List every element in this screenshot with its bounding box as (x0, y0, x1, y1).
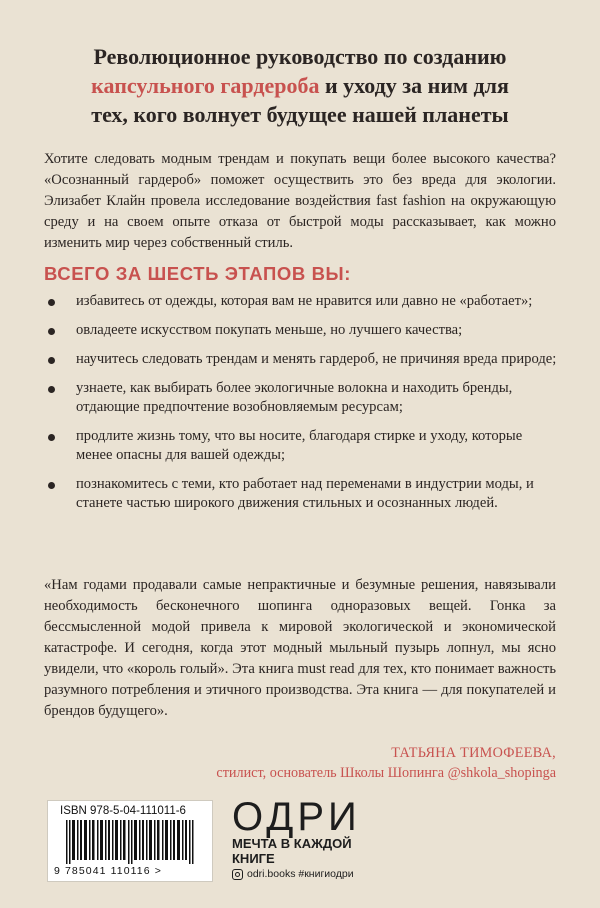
section-title: ВСЕГО ЗА ШЕСТЬ ЭТАПОВ ВЫ: (44, 263, 352, 284)
isbn-text: ISBN 978-5-04-111011-6 (60, 805, 186, 817)
list-item (44, 292, 560, 311)
list-item (44, 350, 560, 369)
bullet-dot-icon (48, 434, 55, 441)
headline-line-2 (18, 71, 582, 100)
bullet-dot-icon (48, 328, 55, 335)
publisher-slogan (232, 836, 352, 866)
list-item-text: продлите жизнь тому, что вы носите, благодаря стирке и уходу, которые менее опасны для вашей одежды; (76, 428, 523, 463)
headline-line-3: тех, кого волнует будущее нашей планеты (91, 102, 509, 127)
slogan-line-2: КНИГЕ (232, 851, 275, 866)
bullet-dot-icon (48, 386, 55, 393)
list-item (44, 475, 560, 513)
headline-line-1: Революционное руководство по созданию (93, 44, 507, 69)
list-item-text: познакомитесь с теми, кто работает над переменами в индустрии моды, и станете частью широкого движения стильных и осознанных людей. (76, 476, 534, 511)
headline-accent: капсульного гардероба (91, 73, 320, 98)
bullet-dot-icon (48, 357, 55, 364)
list-item-text: научитесь следовать трендам и менять гардероб, не причиняя вреда природе; (76, 351, 557, 367)
steps-list (44, 292, 560, 523)
quote-author-role: стилист, основатель Школы Шопинга @shkola_shopinga (216, 765, 556, 781)
instagram-icon (232, 869, 243, 880)
bullet-dot-icon (48, 482, 55, 489)
headline-line-2-rest: и уходу за ним для (319, 73, 509, 98)
social-handle: odri.books #книгиодри (247, 868, 354, 880)
intro-paragraph: Хотите следовать модным трендам и покупать вещи более высокого качества? «Осознанный гардероб» поможет осуществить это без вреда для экологии. Элизабет Клайн провела исследование воздействия fast fashion на окружающую среду и на своем опыте отказа от быстрой моды рассказывает, как можно изменить мир через собственный стиль. (44, 151, 556, 251)
barcode-icon (66, 820, 196, 864)
headline (18, 42, 582, 129)
publisher-social (232, 868, 354, 880)
list-item-text: узнаете, как выбирать более экологичные волокна и находить бренды, отдающие предпочтение возобновляемым ресурсам; (76, 380, 513, 415)
testimonial-quote: «Нам годами продавали самые непрактичные и безумные решения, навязывали необходимость бесконечного шопинга одноразовых вещей. Гонка за бессмысленной модой привела к мировой экологической и экономической катастрофе. И сегодня, когда этот модный мыльный пузырь лопнул, мы ясно увидели, что «король голый». Эта книга must read для тех, кто понимает важность разумного потребления и этичного производства. Эта книга — для покупателей и брендов будущего». (44, 577, 556, 719)
list-item (44, 321, 560, 340)
list-item-text: овладеете искусством покупать меньше, но лучшего качества; (76, 322, 463, 338)
slogan-line-1: МЕЧТА В КАЖДОЙ (232, 836, 352, 851)
bullet-dot-icon (48, 299, 55, 306)
list-item (44, 379, 560, 417)
list-item (44, 427, 560, 465)
barcode-panel (47, 800, 213, 882)
list-item-text: избавитесь от одежды, которая вам не нравится или давно не «работает»; (76, 293, 533, 309)
publisher-logo: ОДРИ (232, 795, 361, 839)
barcode-number: 9 785041 110116 > (54, 865, 162, 877)
quote-author-name: ТАТЬЯНА ТИМОФЕЕВА, (391, 745, 556, 761)
